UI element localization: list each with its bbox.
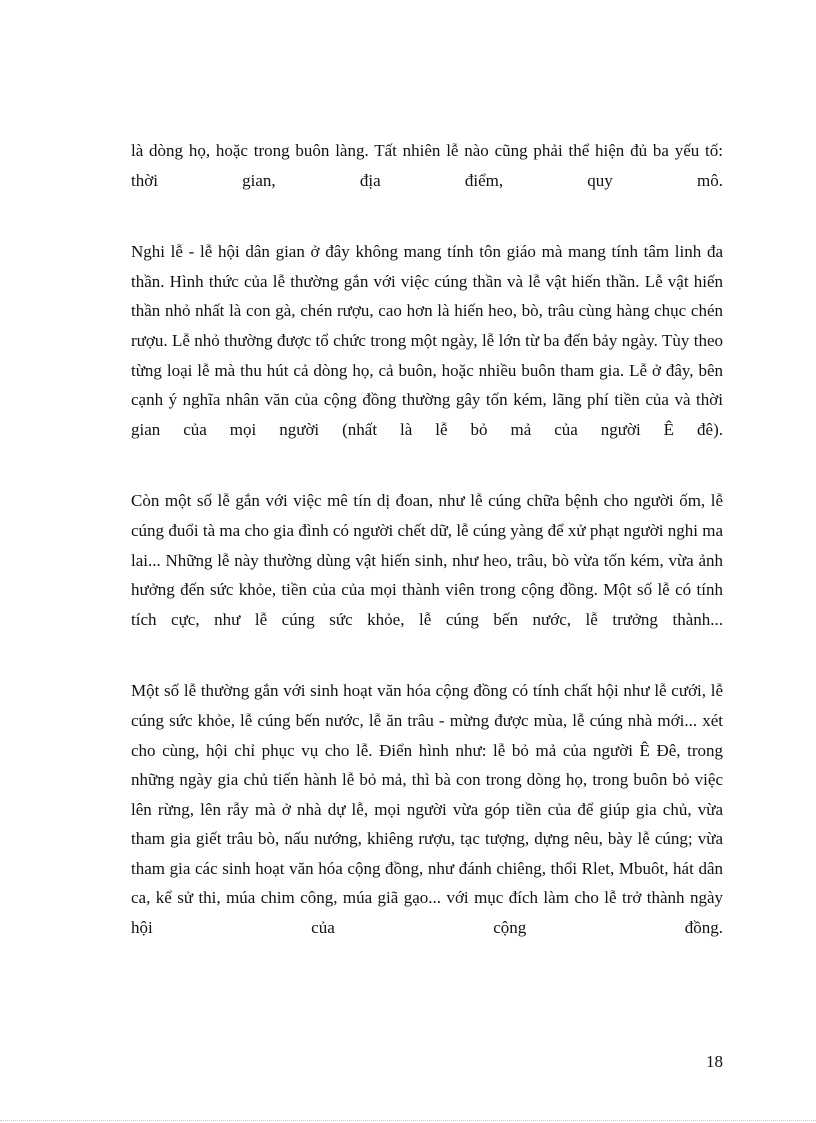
paragraph: Còn một số lễ gắn với việc mê tín dị đoan, như lễ cúng chữa bệnh cho người ốm, lễ cúng đuổi tà ma cho gia đình có người chết dữ, lễ cúng yàng để xử phạt người nghi ma lai... Những lễ này thường dùng vật hiến sinh, như heo, trâu, bò vừa tốn kém, vừa ảnh hưởng đến sức khỏe, tiền của của mọi thành viên trong cộng đồng. Một số lễ có tính tích cực, như lễ cúng sức khỏe, lễ cúng bến nước, lễ trưởng thành... — [131, 491, 723, 629]
paragraph: là dòng họ, hoặc trong buôn làng. Tất nhiên lễ nào cũng phải thể hiện đủ ba yếu tố: thời gian, địa điểm, quy mô. — [131, 141, 723, 190]
paragraph: Một số lễ thường gắn với sinh hoạt văn hóa cộng đồng có tính chất hội như lễ cưới, lễ cúng sức khỏe, lễ cúng bến nước, lễ ăn trâu - mừng được mùa, lễ cúng nhà mới... xét cho cùng, hội chỉ phục vụ cho lễ. Điển hình như: lễ bỏ mả của người Ê Đê, trong những ngày gia chủ tiến hành lễ bỏ mả, thì bà con trong dòng họ, trong buôn bỏ việc lên rừng, lên rẫy mà ở nhà dự lễ, mọi người vừa góp tiền của để giúp gia chủ, vừa tham gia giết trâu bò, nấu nướng, khiêng rượu, tạc tượng, dựng nêu, bày lễ cúng; vừa tham gia các sinh hoạt văn hóa cộng đồng, như đánh chiêng, thổi Rlet, Mbuôt, hát dân ca, kể sử thi, múa chim công, múa giã gạo... với mục đích làm cho lễ trở thành ngày hội của cộng đồng. — [131, 681, 723, 938]
paragraph: Nghi lễ - lễ hội dân gian ở đây không mang tính tôn giáo mà mang tính tâm linh đa thần. Hình thức của lễ thường gắn với việc cúng thần và lễ vật hiến thần. Lễ vật hiến thần nhỏ nhất là con gà, chén rượu, cao hơn là hiến heo, bò, trâu cùng hàng chục chén rượu. Lễ nhỏ thường được tổ chức trong một ngày, lễ lớn từ ba đến bảy ngày. Tùy theo từng loại lễ mà thu hút cả dòng họ, cả buôn, hoặc nhiều buôn tham gia. Lễ ở đây, bên cạnh ý nghĩa nhân văn của cộng đồng thường gây tốn kém, lãng phí tiền của và thời gian của mọi người (nhất là lễ bỏ mả của người Ê đê). — [131, 242, 723, 439]
body-text — [131, 136, 723, 982]
page-number: 18 — [706, 1052, 723, 1071]
page-bottom-divider — [0, 1120, 816, 1121]
